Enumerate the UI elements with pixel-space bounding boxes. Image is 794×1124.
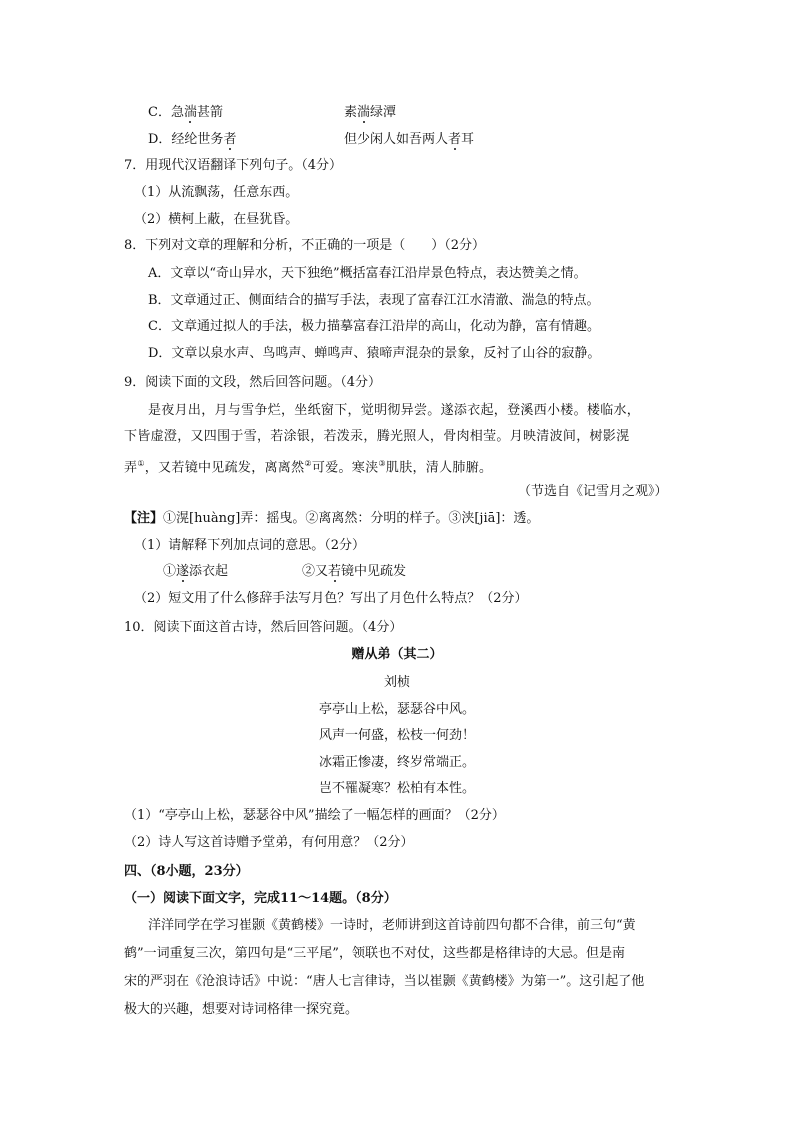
q10-sub-question-1: （1）“亭亭山上松，瑟瑟谷中风”描绘了一幅怎样的画面？（2分） xyxy=(124,808,505,823)
emphasis-dot-char: 湍 xyxy=(357,105,371,120)
section-4-sub-heading: （一）阅读下面文字，完成11～14题。（8分） xyxy=(124,891,397,906)
q9-passage-line-2: 下皆虚澄，又四围于雪，若涂银，若泼汞，腾光照人，骨肉相莹。月映清波间，树影滉 xyxy=(124,429,630,444)
q8-stem: 8．下列对文章的理解和分析，不正确的一项是（ ）（2分） xyxy=(124,238,486,253)
q7-sentence-1: （1）从流飘荡，任意东西。 xyxy=(134,185,299,200)
q9-note: 【注】①滉[huàng]弄：摇曳。②离离然：分明的样子。③浃[jiā]：透。 xyxy=(124,511,540,526)
q8-option-a: A．文章以“奇山异水，天下独绝”概括富春江沿岸景色特点，表达赞美之情。 xyxy=(148,266,587,281)
q6-option-c-right: 素湍绿潭 xyxy=(344,105,397,120)
q10-sub-question-2: （2）诗人写这首诗赠予堂弟，有何用意？（2分） xyxy=(124,835,414,850)
emphasis-dot-char: 若 xyxy=(328,564,342,579)
q6-option-d-right: 但少闲人如吾两人者耳 xyxy=(344,132,475,147)
emphasis-dot-char: 者 xyxy=(448,132,462,147)
q9-word-1: ①遂添衣起 xyxy=(163,564,229,579)
q9-source: （节选自《记雪月之观》） xyxy=(518,484,668,499)
poem-line-1: 亭亭山上松，瑟瑟谷中风。 xyxy=(318,702,475,717)
section-4-paragraph-line-4: 极大的兴趣，想要对诗词格律一探究竟。 xyxy=(124,1002,359,1017)
emphasis-dot-char: 者 xyxy=(223,132,237,147)
poem-line-4: 岂不罹凝寒？松柏有本性。 xyxy=(318,781,475,796)
q9-word-2: ②又若镜中见疏发 xyxy=(302,564,407,579)
q9-sub-question-1: （1）请解释下列加点词的意思。（2分） xyxy=(134,538,366,553)
section-4-paragraph-line-1: 洋洋同学在学习崔颢《黄鹤楼》一诗时，老师讲到这首诗前四句都不合律，前三句“黄 xyxy=(148,918,636,933)
q9-stem: 9．阅读下面的文段，然后回答问题。（4分） xyxy=(124,375,382,390)
section-4-paragraph-line-3: 宋的严羽在《沧浪诗话》中说：“唐人七言律诗，当以崔颢《黄鹤楼》为第一”。这引起了他 xyxy=(124,974,645,989)
q8-option-d: D．文章以泉水声、鸟鸣声、蝉鸣声、猿啼声混杂的景象，反衬了山谷的寂静。 xyxy=(148,346,601,361)
section-4-heading: 四、（8小题，23分） xyxy=(124,864,249,879)
poem-author: 刘桢 xyxy=(383,675,410,690)
poem-title: 赠从弟（其二） xyxy=(351,647,443,662)
section-4-paragraph-line-2: 鹤”一词重复三次，第四句是“三平尾”，领联也不对仗，这些都是格律诗的大忌。但是南 xyxy=(124,946,625,961)
emphasis-dot-char: 遂 xyxy=(176,564,190,579)
poem-line-2: 风声一何盛，松枝一何劲！ xyxy=(318,728,475,743)
q9-passage-line-1: 是夜月出，月与雪争烂，坐纸窗下，觉明彻异尝。遂添衣起，登溪西小楼。楼临水， xyxy=(148,403,641,418)
q9-passage-line-3: 弄①，又若镜中见疏发，离离然②可爱。寒浃③肌肤，清人肺腑。 xyxy=(124,459,493,476)
q9-sub-question-2: （2）短文用了什么修辞手法写月色？写出了月色什么特点？（2分） xyxy=(134,591,528,606)
q7-sentence-2: （2）横柯上蔽，在昼犹昏。 xyxy=(134,212,299,227)
q8-option-c: C．文章通过拟人的手法，极力描摹富春江沿岸的高山，化动为静，富有情趣。 xyxy=(148,319,600,334)
q6-option-c-left: C．急湍甚箭 xyxy=(148,105,223,120)
q7-stem: 7．用现代汉语翻译下列句子。（4分） xyxy=(124,158,343,173)
q10-stem: 10．阅读下面这首古诗，然后回答问题。（4分） xyxy=(124,620,403,635)
emphasis-dot-char: 湍 xyxy=(183,105,197,120)
q8-option-b: B．文章通过正、侧面结合的描写手法，表现了富春江江水清澈、湍急的特点。 xyxy=(148,293,600,308)
poem-line-3: 冰霜正惨凄，终岁常端正。 xyxy=(318,755,475,770)
q6-option-d-left: D．经纶世务者 xyxy=(148,132,237,147)
